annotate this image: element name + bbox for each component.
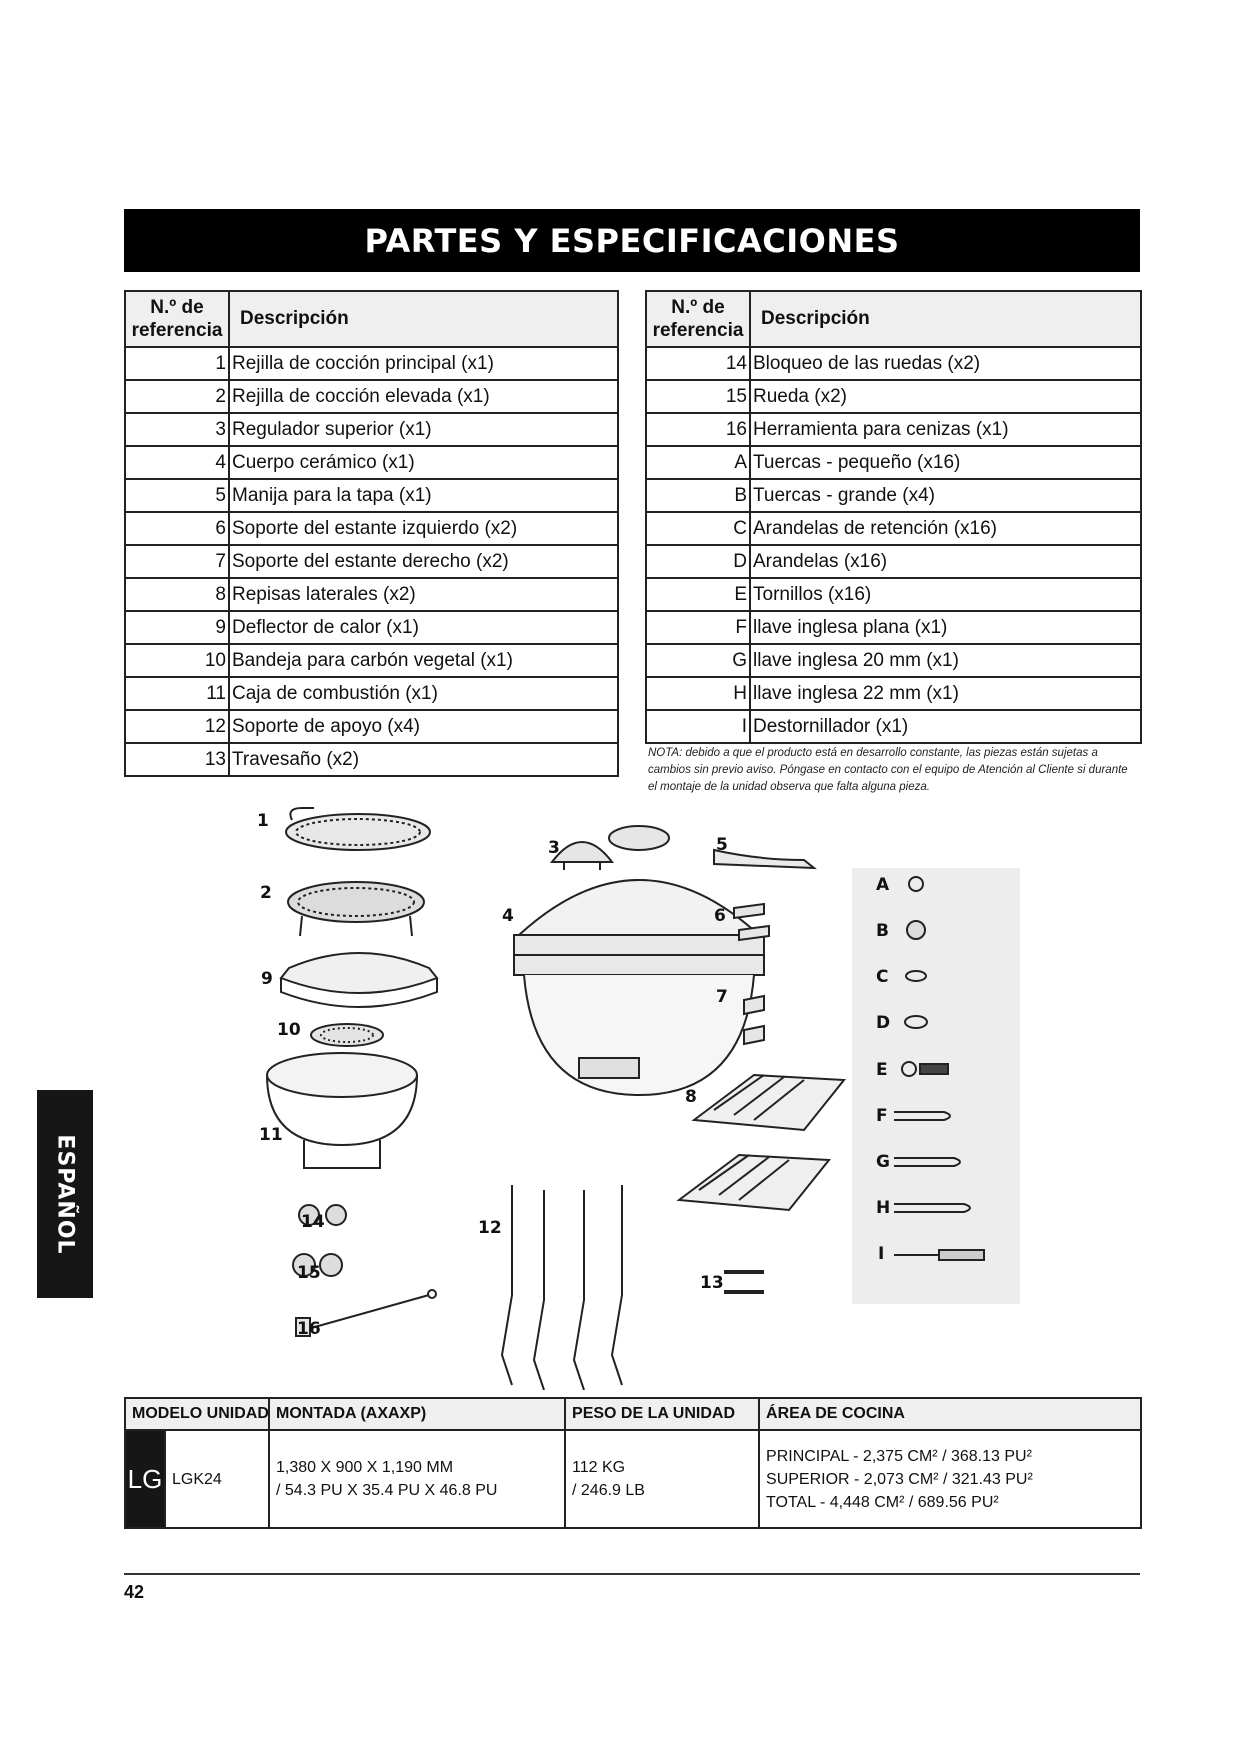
part-description: Repisas laterales (x2) bbox=[229, 578, 618, 611]
diagram-label-16: 16 bbox=[297, 1319, 321, 1339]
part-description: Caja de combustión (x1) bbox=[229, 677, 618, 710]
parts-row bbox=[125, 413, 618, 446]
part-description: Rueda (x2) bbox=[750, 380, 1141, 413]
parts-row bbox=[646, 347, 1141, 380]
parts-row bbox=[125, 644, 618, 677]
hardware-label-e: E bbox=[876, 1060, 888, 1080]
diagram-label-12: 12 bbox=[478, 1218, 502, 1238]
area-line-2: SUPERIOR - 2,073 CM² / 321.43 PU² bbox=[766, 1470, 1033, 1488]
diagram-label-8: 8 bbox=[685, 1087, 697, 1107]
elevated-grate-illustration bbox=[288, 882, 424, 936]
diagram-label-1: 1 bbox=[257, 811, 269, 831]
part-description: Rejilla de cocción elevada (x1) bbox=[229, 380, 618, 413]
part-ref: 12 bbox=[125, 710, 229, 743]
part-description: llave inglesa 20 mm (x1) bbox=[750, 644, 1141, 677]
diagram-label-5: 5 bbox=[716, 835, 728, 855]
language-tab-label: ESPAÑOL bbox=[52, 1133, 78, 1255]
hardware-label-c: C bbox=[876, 967, 889, 987]
part-ref: 6 bbox=[125, 512, 229, 545]
part-description: Tuercas - pequeño (x16) bbox=[750, 446, 1141, 479]
parts-row bbox=[646, 380, 1141, 413]
page-title: PARTES Y ESPECIFICACIONES bbox=[124, 209, 1140, 272]
diagram-label-7: 7 bbox=[716, 987, 728, 1007]
spec-header-model: MODELO UNIDAD bbox=[125, 1398, 269, 1430]
part-description: Arandelas de retención (x16) bbox=[750, 512, 1141, 545]
part-description: Bandeja para carbón vegetal (x1) bbox=[229, 644, 618, 677]
desc-header: Descripción bbox=[750, 291, 1141, 347]
dims-line-2: / 54.3 PU X 35.4 PU X 46.8 PU bbox=[276, 1482, 498, 1499]
part-ref: H bbox=[646, 677, 750, 710]
parts-row bbox=[646, 644, 1141, 677]
hardware-label-a: A bbox=[876, 875, 890, 895]
part-description: Bloqueo de las ruedas (x2) bbox=[750, 347, 1141, 380]
spec-row bbox=[125, 1430, 1141, 1528]
part-ref: 15 bbox=[646, 380, 750, 413]
main-grate-illustration bbox=[286, 808, 430, 850]
part-ref: 3 bbox=[125, 413, 229, 446]
spec-table bbox=[124, 1397, 1142, 1529]
area-value bbox=[759, 1430, 1141, 1528]
spec-header-weight: PESO DE LA UNIDAD bbox=[565, 1398, 759, 1430]
part-ref: A bbox=[646, 446, 750, 479]
weight-line-1: 112 KG bbox=[572, 1459, 626, 1476]
part-description: Deflector de calor (x1) bbox=[229, 611, 618, 644]
desc-header: Descripción bbox=[229, 291, 618, 347]
part-description: Tuercas - grande (x4) bbox=[750, 479, 1141, 512]
ceramic-body-illustration bbox=[514, 826, 764, 1095]
crossbars-illustration bbox=[724, 1272, 764, 1292]
footer-rule bbox=[124, 1573, 1140, 1575]
part-description: Rejilla de cocción principal (x1) bbox=[229, 347, 618, 380]
part-description: Arandelas (x16) bbox=[750, 545, 1141, 578]
part-ref: G bbox=[646, 644, 750, 677]
parts-row bbox=[125, 545, 618, 578]
note-text: NOTA: debido a que el producto está en desarrollo constante, las piezas están sujetas a cambios sin previo aviso. Póngase en contacto con el equipo de Atención al Cliente si durante el montaje de la unidad observa que falta alguna pieza. bbox=[648, 747, 1128, 793]
diagram-label-3: 3 bbox=[548, 838, 560, 858]
parts-row bbox=[646, 446, 1141, 479]
part-ref: 9 bbox=[125, 611, 229, 644]
hardware-label-b: B bbox=[876, 921, 889, 941]
parts-row bbox=[125, 479, 618, 512]
diagram-label-15: 15 bbox=[297, 1263, 321, 1283]
heat-deflector-illustration bbox=[281, 953, 437, 1007]
support-legs-illustration bbox=[502, 1185, 622, 1390]
language-tab bbox=[37, 1090, 93, 1298]
diagram-label-11: 11 bbox=[259, 1125, 283, 1145]
parts-row bbox=[646, 512, 1141, 545]
part-description: Manija para la tapa (x1) bbox=[229, 479, 618, 512]
part-description: Soporte del estante izquierdo (x2) bbox=[229, 512, 618, 545]
parts-row bbox=[646, 479, 1141, 512]
parts-row bbox=[646, 545, 1141, 578]
part-ref: 16 bbox=[646, 413, 750, 446]
diagram-label-2: 2 bbox=[260, 883, 272, 903]
hardware-label-f: F bbox=[876, 1106, 888, 1126]
part-ref: C bbox=[646, 512, 750, 545]
part-description: Destornillador (x1) bbox=[750, 710, 1141, 743]
weight-value bbox=[565, 1430, 759, 1528]
part-ref: I bbox=[646, 710, 750, 743]
parts-row bbox=[646, 611, 1141, 644]
hardware-illustrations bbox=[894, 877, 984, 1260]
hardware-label-h: H bbox=[876, 1198, 891, 1218]
part-ref: 11 bbox=[125, 677, 229, 710]
dims-line-1: 1,380 X 900 X 1,190 MM bbox=[276, 1459, 454, 1476]
diagram-label-14: 14 bbox=[301, 1212, 325, 1232]
part-ref: 8 bbox=[125, 578, 229, 611]
side-shelves-illustration bbox=[679, 1075, 844, 1210]
dims-value bbox=[269, 1430, 565, 1528]
firebox-illustration bbox=[267, 1053, 417, 1168]
parts-row bbox=[646, 677, 1141, 710]
part-ref: 10 bbox=[125, 644, 229, 677]
parts-table-right bbox=[645, 290, 1142, 744]
parts-row bbox=[125, 578, 618, 611]
part-description: llave inglesa plana (x1) bbox=[750, 611, 1141, 644]
parts-diagram bbox=[124, 790, 1140, 1390]
spec-header-dims: MONTADA (AXAXP) bbox=[269, 1398, 565, 1430]
parts-row bbox=[125, 743, 618, 776]
part-ref: 1 bbox=[125, 347, 229, 380]
part-ref: 2 bbox=[125, 380, 229, 413]
hardware-label-d: D bbox=[876, 1013, 891, 1033]
part-ref: 7 bbox=[125, 545, 229, 578]
part-description: Tornillos (x16) bbox=[750, 578, 1141, 611]
part-ref: 13 bbox=[125, 743, 229, 776]
diagram-label-13: 13 bbox=[700, 1273, 724, 1293]
diagram-label-9: 9 bbox=[261, 969, 273, 989]
part-description: Cuerpo cerámico (x1) bbox=[229, 446, 618, 479]
part-ref: B bbox=[646, 479, 750, 512]
parts-row bbox=[125, 512, 618, 545]
parts-row bbox=[125, 710, 618, 743]
part-description: Soporte de apoyo (x4) bbox=[229, 710, 618, 743]
lid-handle-illustration bbox=[714, 850, 814, 868]
parts-row bbox=[125, 347, 618, 380]
hardware-label-g: G bbox=[876, 1152, 890, 1172]
area-line-1: PRINCIPAL - 2,375 CM² / 368.13 PU² bbox=[766, 1447, 1032, 1465]
part-description: Regulador superior (x1) bbox=[229, 413, 618, 446]
page-number: 42 bbox=[124, 1582, 145, 1602]
parts-table-left bbox=[124, 290, 619, 777]
parts-row bbox=[646, 413, 1141, 446]
spec-header-area: ÁREA DE COCINA bbox=[759, 1398, 1141, 1430]
charcoal-tray-illustration bbox=[311, 1024, 383, 1046]
parts-row bbox=[125, 446, 618, 479]
diagram-label-6: 6 bbox=[714, 906, 726, 926]
part-ref: 14 bbox=[646, 347, 750, 380]
area-line-3: TOTAL - 4,448 CM² / 689.56 PU² bbox=[766, 1493, 999, 1511]
brand-badge: LG bbox=[125, 1430, 165, 1528]
part-description: llave inglesa 22 mm (x1) bbox=[750, 677, 1141, 710]
hardware-label-i: I bbox=[878, 1244, 885, 1264]
diagram-label-10: 10 bbox=[277, 1020, 301, 1040]
part-ref: D bbox=[646, 545, 750, 578]
part-description: Soporte del estante derecho (x2) bbox=[229, 545, 618, 578]
part-ref: E bbox=[646, 578, 750, 611]
part-description: Herramienta para cenizas (x1) bbox=[750, 413, 1141, 446]
ref-header: N.º de referencia bbox=[125, 291, 229, 347]
model-value: LGK24 bbox=[165, 1430, 269, 1528]
weight-line-2: / 246.9 LB bbox=[572, 1482, 645, 1499]
right-bracket-illustration bbox=[744, 996, 764, 1044]
part-description: Travesaño (x2) bbox=[229, 743, 618, 776]
parts-row bbox=[125, 380, 618, 413]
part-ref: 4 bbox=[125, 446, 229, 479]
top-damper-illustration bbox=[552, 842, 612, 870]
parts-row bbox=[125, 677, 618, 710]
part-ref: 5 bbox=[125, 479, 229, 512]
parts-row bbox=[646, 710, 1141, 743]
parts-row bbox=[646, 578, 1141, 611]
part-ref: F bbox=[646, 611, 750, 644]
parts-row bbox=[125, 611, 618, 644]
ref-header: N.º de referencia bbox=[646, 291, 750, 347]
diagram-label-4: 4 bbox=[502, 906, 514, 926]
